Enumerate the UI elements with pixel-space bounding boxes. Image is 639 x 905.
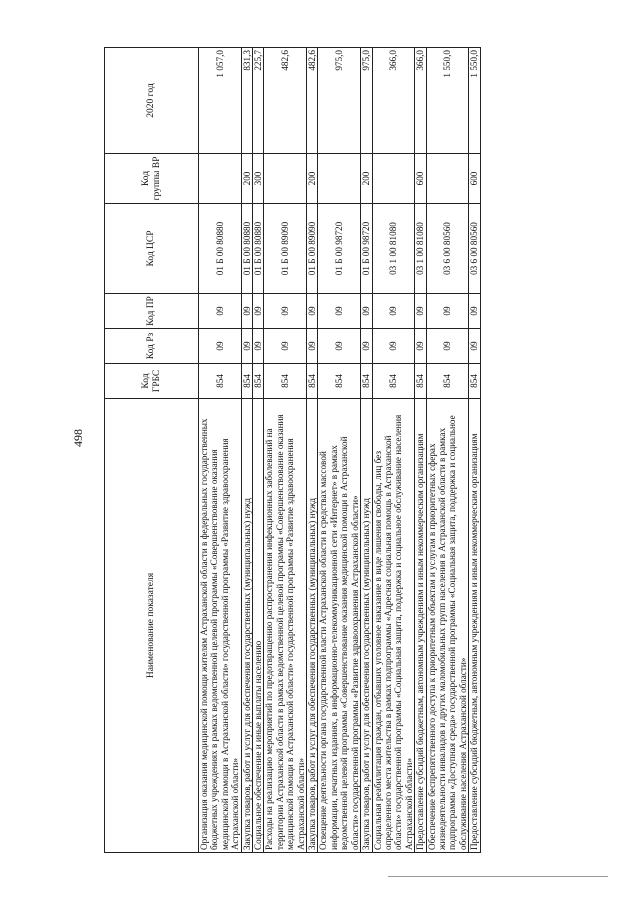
row-name: Социальное обеспечение и иные выплаты населению (253, 399, 264, 853)
row-rz: 09 (264, 329, 307, 364)
page-number: 498 (71, 429, 85, 447)
row-pr: 09 (426, 294, 469, 329)
row-vr: 600 (415, 154, 426, 204)
row-grbs: 854 (469, 364, 480, 399)
row-csr: 03 1 00 81080 (415, 204, 426, 294)
row-rz: 09 (415, 329, 426, 364)
row-amount: 1 550,0 (469, 48, 480, 154)
row-vr (372, 154, 415, 204)
row-grbs: 854 (199, 364, 242, 399)
row-amount: 482,6 (307, 48, 318, 154)
row-vr: 200 (241, 154, 252, 204)
row-csr: 03 6 00 80560 (426, 204, 469, 294)
header-year: 2020 год (105, 48, 199, 154)
row-rz: 09 (318, 329, 361, 364)
row-csr: 01 Б 00 89090 (264, 204, 307, 294)
row-pr: 09 (199, 294, 242, 329)
row-csr: 01 Б 00 80880 (241, 204, 252, 294)
header-vr: Код группы ВР (105, 154, 199, 204)
table-row (318, 48, 361, 853)
row-name: Обеспечение беспрепятственного доступа к приоритетным объектам и услугам в приоритетных сферах жизнедеятельности инвалидов и других маломобильных групп населения в Астраханской области в рамках подпрограммы «Доступная среда» государственной программы «Социальная защита, поддержка и социальное обслуживание населения Астраханской области» (426, 399, 469, 853)
row-amount: 1 550,0 (426, 48, 469, 154)
row-csr: 01 Б 00 98720 (318, 204, 361, 294)
row-name: Закупка товаров, работ и услуг для обеспечения государственных (муниципальных) нужд (241, 399, 252, 853)
row-pr: 09 (307, 294, 318, 329)
table-row (415, 48, 426, 853)
row-grbs: 854 (361, 364, 372, 399)
row-name: Организация оказания медицинской помощи жителям Астраханской области в федеральных государственных бюджетных учреждениях в рамках ведомственной целевой программы «Совершенствование оказания медицинской помощи в Астраханской области» государственной программы «Развитие здравоохранения Астраханской области» (199, 399, 242, 853)
table-row (264, 48, 307, 853)
header-rz: Код Рз (105, 329, 199, 364)
row-amount: 366,0 (415, 48, 426, 154)
row-name: Социальная реабилитация граждан, отбывших уголовное наказание в виде лишения свободы, лиц без определенного места жительства в рамках подпрограммы «Адресная социальная помощь в Астраханской области» государственной программы «Социальная защита, поддержка и социальное обслуживание населения Астраханской области» (372, 399, 415, 853)
row-amount: 1 057,0 (199, 48, 242, 154)
table-row (361, 48, 372, 853)
row-name: Предоставление субсидий бюджетным, автономным учреждениям и иным некоммерческим организациям (469, 399, 480, 853)
rotated-table-container (104, 48, 550, 853)
row-vr: 600 (469, 154, 480, 204)
row-vr: 200 (361, 154, 372, 204)
row-pr: 09 (241, 294, 252, 329)
row-rz: 09 (372, 329, 415, 364)
row-amount: 831,3 (241, 48, 252, 154)
row-rz: 09 (426, 329, 469, 364)
header-csr: Код ЦСР (105, 204, 199, 294)
row-vr (426, 154, 469, 204)
row-csr: 01 Б 00 80880 (253, 204, 264, 294)
table-row (372, 48, 415, 853)
row-rz: 09 (307, 329, 318, 364)
row-vr: 200 (307, 154, 318, 204)
row-grbs: 854 (253, 364, 264, 399)
row-grbs: 854 (264, 364, 307, 399)
row-name: Освещение деятельности органа государственной власти Астраханской области в средствах массовой информации, печатных изданиях, в информационно-телекоммуникационной сети «Интернет» в рамках ведомственной целевой программы «Совершенствование оказания медицинской помощи в Астраханской области» государственной программы «Развитие здравоохранения Астраханской области» (318, 399, 361, 853)
row-amount: 225,7 (253, 48, 264, 154)
row-csr: 01 Б 00 80880 (199, 204, 242, 294)
table-row (241, 48, 252, 853)
row-amount: 366,0 (372, 48, 415, 154)
row-name: Закупка товаров, работ и услуг для обеспечения государственных (муниципальных) нужд (361, 399, 372, 853)
row-grbs: 854 (426, 364, 469, 399)
row-vr (199, 154, 242, 204)
table-header-row (105, 48, 199, 853)
row-grbs: 854 (307, 364, 318, 399)
row-csr: 03 6 00 80560 (469, 204, 480, 294)
table-row (199, 48, 242, 853)
row-csr: 01 Б 00 98720 (361, 204, 372, 294)
row-rz: 09 (469, 329, 480, 364)
row-pr: 09 (372, 294, 415, 329)
row-pr: 09 (253, 294, 264, 329)
scan-edge-line (388, 876, 608, 877)
row-csr: 01 Б 00 89090 (307, 204, 318, 294)
header-pr: Код ПР (105, 294, 199, 329)
row-rz: 09 (253, 329, 264, 364)
row-name: Предоставление субсидий бюджетным, автономным учреждениям и иным некоммерческим организациям (415, 399, 426, 853)
row-rz: 09 (361, 329, 372, 364)
row-grbs: 854 (241, 364, 252, 399)
table-row (253, 48, 264, 853)
table-row (469, 48, 480, 853)
row-csr: 03 1 00 81080 (372, 204, 415, 294)
header-name: Наименование показателя (105, 399, 199, 853)
budget-table (104, 47, 481, 853)
table-row (307, 48, 318, 853)
row-pr: 09 (318, 294, 361, 329)
row-name: Расходы на реализацию мероприятий по предотвращению распространения инфекционных заболеваний на территории Астраханской области в рамках ведомственной целевой программы «Совершенствование оказания медицинской помощи в Астраханской области» государственной программы «Развитие здравоохранения Астраханской области» (264, 399, 307, 853)
row-grbs: 854 (318, 364, 361, 399)
row-pr: 09 (264, 294, 307, 329)
row-rz: 09 (199, 329, 242, 364)
row-rz: 09 (241, 329, 252, 364)
row-pr: 09 (361, 294, 372, 329)
row-vr: 300 (253, 154, 264, 204)
row-grbs: 854 (372, 364, 415, 399)
row-vr (318, 154, 361, 204)
row-amount: 975,0 (318, 48, 361, 154)
row-name: Закупка товаров, работ и услуг для обеспечения государственных (муниципальных) нужд (307, 399, 318, 853)
header-grbs: Код ГРБС (105, 364, 199, 399)
row-pr: 09 (469, 294, 480, 329)
row-vr (264, 154, 307, 204)
row-grbs: 854 (415, 364, 426, 399)
row-pr: 09 (415, 294, 426, 329)
row-amount: 975,0 (361, 48, 372, 154)
table-row (426, 48, 469, 853)
row-amount: 482,6 (264, 48, 307, 154)
